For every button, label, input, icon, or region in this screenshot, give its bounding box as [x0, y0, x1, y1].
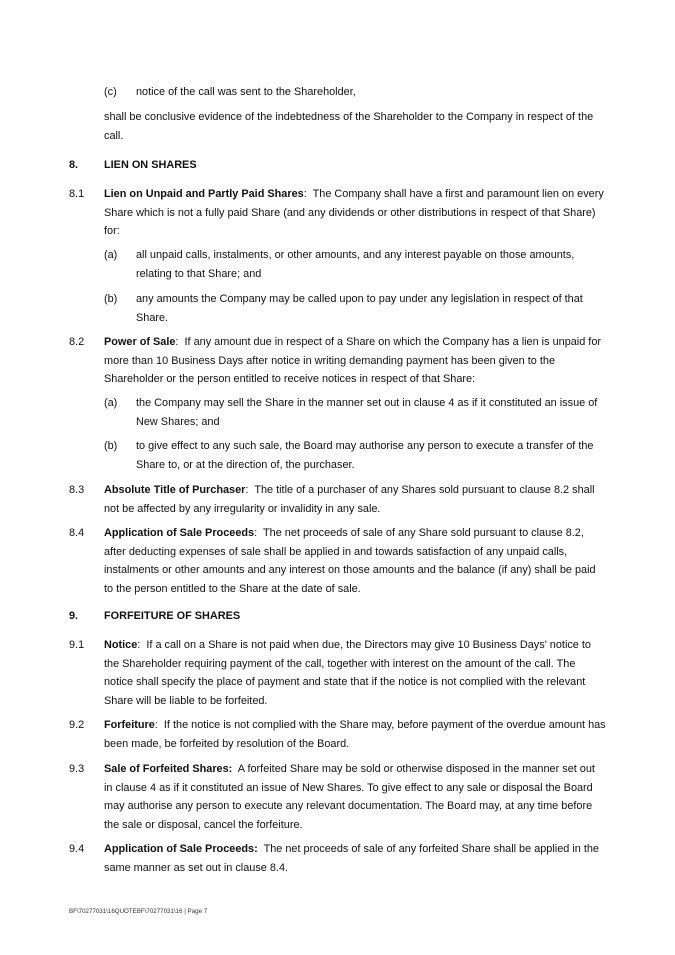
item-label: (a): [104, 397, 118, 409]
item-label: (b): [104, 293, 118, 305]
clause-body: [104, 840, 606, 877]
clause-body: [104, 333, 606, 389]
clause-title: Forfeiture: [104, 719, 155, 731]
item-text: notice of the call was sent to the Shareholder,: [136, 86, 356, 98]
clause-number: 9.4: [69, 843, 85, 855]
clause-title: Application of Sale Proceeds: [104, 527, 255, 539]
section-title: FORFEITURE OF SHARES: [104, 610, 241, 622]
item-label: (c): [104, 86, 117, 98]
clause-text: If any amount due in respect of a Share on which the Company has a lien is unpaid for more than 10 Business Days after notice in writing demanding payment has been given to the Shareholder or the person entitled to receive notices in respect of that Share:: [104, 336, 602, 385]
clause-text: The Company shall have a first and paramount lien on every Share which is not a fully paid Share (and any dividends or other distributions in respect of that Share) for:: [104, 188, 604, 237]
clause-number: 8.1: [69, 188, 85, 200]
clause-separator: :: [245, 484, 255, 496]
clause-number: 8.2: [69, 336, 85, 348]
clause-text: If a call on a Share is not paid when due, the Directors may give 10 Business Days' notice to the Shareholder requiring payment of the call, together with interest on the amount of the call. The notice shall specify the place of payment and state that if the notice is not complied with the relevant Share will be liable to be forfeited.: [104, 639, 591, 707]
clause-text: If the notice is not complied with the Share may, before payment of the overdue amount has been made, be forfeited by resolution of the Board.: [104, 719, 606, 750]
clause-body: [104, 716, 606, 753]
clause-number: 9.3: [69, 763, 85, 775]
clause-body: [104, 524, 606, 598]
clause-title: Absolute Title of Purchaser: [104, 484, 246, 496]
clause-title: Notice: [104, 639, 138, 651]
clause-separator: :: [254, 527, 263, 539]
clause-text: The net proceeds of sale of any Share sold pursuant to clause 8.2, after deducting expenses of sale shall be applied in and towards satisfaction of any unpaid calls, instalments or other amounts and any interest on those amounts and the balance (if any) shall be paid to the person entitled to the Share at the date of sale.: [104, 527, 596, 595]
clause-body: [104, 185, 606, 241]
clause-body: [104, 636, 606, 710]
item-text: to give effect to any such sale, the Board may authorise any person to execute a transfer of the Share to, or at the direction of, the purchaser.: [136, 440, 594, 471]
item-text: any amounts the Company may be called upon to pay under any legislation in respect of that Share.: [136, 293, 583, 324]
clause-title: Sale of Forfeited Shares:: [104, 763, 233, 775]
clause-separator: :: [154, 719, 164, 731]
clause-title: Lien on Unpaid and Partly Paid Shares: [104, 188, 304, 200]
item-label: (b): [104, 440, 118, 452]
section-number: 9.: [69, 610, 79, 622]
clause-separator: :: [303, 188, 313, 200]
clause-text: A forfeited Share may be sold or otherwise disposed in the manner set out in clause 4 as if it constituted an issue of New Shares. To give effect to any sale or disposal the Board may authorise any person to execute any relevant documentation. The Board may, at any time before the sale or disposal, cancel the forfeiture.: [104, 763, 595, 831]
clause-number: 8.4: [69, 527, 85, 539]
item-text: all unpaid calls, instalments, or other amounts, and any interest payable on those amounts, relating to that Share; and: [136, 249, 575, 280]
item-label: (a): [104, 249, 118, 261]
section-title: LIEN ON SHARES: [104, 159, 197, 171]
clause-number: 9.2: [69, 719, 85, 731]
clause-separator: :: [137, 639, 147, 651]
clause-text: The title of a purchaser of any Shares sold pursuant to clause 8.2 shall not be affected by any irregularity or invalidity in any sale.: [104, 484, 595, 515]
paragraph-text: shall be conclusive evidence of the indebtedness of the Shareholder to the Company in respect of the call.: [104, 111, 594, 142]
item-text: the Company may sell the Share in the manner set out in clause 4 as if it constituted an issue of New Shares; and: [136, 397, 598, 428]
clause-title: Application of Sale Proceeds:: [104, 843, 258, 855]
clause-body: [104, 481, 606, 518]
section-number: 8.: [69, 159, 79, 171]
clause-text: The net proceeds of sale of any forfeited Share shall be applied in the same manner as set out in clause 8.4.: [104, 843, 599, 874]
clause-number: 8.3: [69, 484, 85, 496]
clause-title: Power of Sale: [104, 336, 176, 348]
clause-body: [104, 760, 606, 834]
clause-number: 9.1: [69, 639, 85, 651]
page-footer: BF\70277031\16QUOTEBF\70277031\16 | Page 7: [69, 908, 208, 915]
clause-separator: :: [175, 336, 185, 348]
